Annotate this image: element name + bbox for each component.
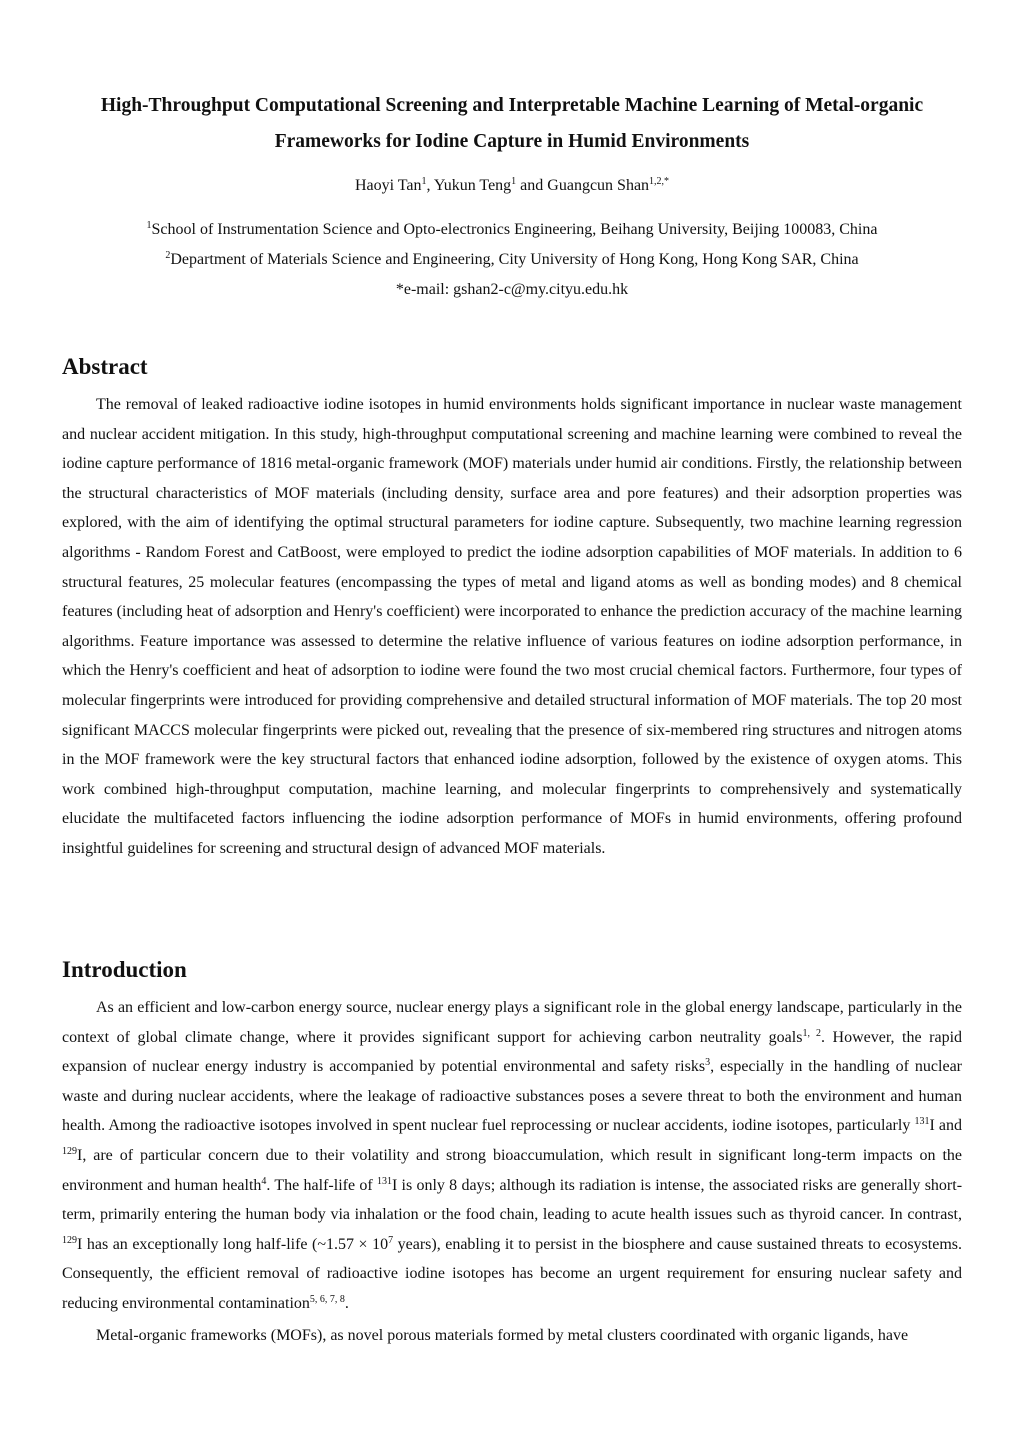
author-separator: , (426, 177, 434, 194)
paragraph-text: . The half-life of (266, 1176, 377, 1194)
isotope-mass-number: 131 (376, 1175, 392, 1187)
citation-mark: 4 (261, 1175, 267, 1187)
affiliation-mark: 2 (165, 250, 171, 261)
paper-title (62, 88, 962, 160)
isotope-mass-number: 131 (914, 1116, 930, 1128)
author-name: Yukun Teng (433, 177, 512, 194)
affiliation-1 (62, 218, 962, 242)
author-name: Haoyi Tan (354, 177, 422, 194)
paragraph-text: . (344, 1294, 349, 1312)
author-list (62, 174, 962, 198)
author-affiliation-mark: 1,2,* (649, 176, 670, 187)
exponent: 7 (388, 1234, 394, 1246)
author-affiliation-mark: 1 (511, 176, 517, 187)
introduction-paragraph-2: Metal-organic frameworks (MOFs), as novel porous materials formed by metal clusters coordinated with organic ligands, have (96, 1327, 909, 1344)
paragraph-text: I, are of particular concern due to their volatility and strong bioaccumulation, which result in significant long-term impacts on the environment and human health (62, 1146, 962, 1194)
abstract-paragraph: The removal of leaked radioactive iodine isotopes in humid environments holds significant importance in nuclear waste management and nuclear accident mitigation. In this study, high-throughput computational screening and machine learning were combined to reveal the iodine capture performance of 1816 metal-organic framework (MOF) materials under humid air conditions. Firstly, the relationship between the structural characteristics of MOF materials (including density, surface area and pore features) and their adsorption properties was explored, with the aim of identifying the optimal structural parameters for iodine capture. Subsequently, two machine learning regression algorithms - Random Forest and CatBoost, were employed to predict the iodine adsorption capabilities of MOF materials. In addition to 6 structural features, 25 molecular features (encompassing the types of metal and ligand atoms as well as bonding modes) and 8 chemical features (including heat of adsorption and Henry's coefficient) were incorporated to enhance the prediction accuracy of the machine learning algorithms. Feature importance was assessed to determine the relative influence of various features on iodine adsorption performance, in which the Henry's coefficient and heat of adsorption to iodine were found the two most crucial chemical factors. Furthermore, four types of molecular fingerprints were introduced for providing comprehensive and detailed structural information of MOF materials. The top 20 most significant MACCS molecular fingerprints were picked out, revealing that the presence of six-membered ring structures and nitrogen atoms in the MOF framework were the key structural factors that enhanced iodine adsorption, followed by the existence of oxygen atoms. This work combined high-throughput computation, machine learning, and molecular fingerprints to comprehensively and systematically elucidate the multifaceted factors influencing the iodine adsorption performance of MOFs in humid environments, offering profound insightful guidelines for screening and structural design of advanced MOF materials. (62, 396, 962, 857)
citation-mark: 1, 2 (802, 1027, 821, 1039)
isotope-mass-number: 129 (62, 1145, 77, 1157)
paragraph-text: I has an exceptionally long half-life (~1.57 × 10 (77, 1235, 389, 1253)
corresponding-email: *e-mail: gshan2-c@my.cityu.edu.hk (395, 281, 629, 298)
paragraph-text: As an efficient and low-carbon energy source, nuclear energy plays a significant role in the global energy landscape, particularly in the context of global climate change, where it provides significant support for achieving carbon neutrality goals (62, 999, 962, 1046)
introduction-paragraph-1 (62, 993, 962, 1319)
affiliation-text: School of Instrumentation Science and Opto-electronics Engineering, Beihang University, Beijing 100083, China (151, 221, 878, 238)
citation-mark: 5, 6, 7, 8 (309, 1293, 345, 1305)
paragraph-text: I is only 8 days; although its radiation is intense, the associated risks are generally short-term, primarily entering the human body via inhalation or the food chain, leading to acute health issues such as thyroid cancer. In contrast, (62, 1176, 963, 1224)
affiliation-2 (62, 248, 962, 272)
paragraph-text: I and (929, 1117, 963, 1135)
paragraph-text: , especially in the handling of nuclear waste and during nuclear accidents, where the leakage of radioactive substances poses a severe threat to both the environment and human health. Among the radioactive isotopes involved in spent nuclear fuel reprocessing or nuclear accidents, iodine isotopes, particularly (62, 1058, 963, 1135)
abstract-heading: Abstract (62, 354, 148, 379)
author-affiliation-mark: 1 (421, 176, 427, 187)
affiliation-mark: 1 (146, 220, 152, 231)
introduction-heading: Introduction (62, 957, 187, 982)
affiliation-text: Department of Materials Science and Engineering, City University of Hong Kong, Hong Kong SAR, China (170, 251, 859, 268)
citation-mark: 3 (705, 1057, 711, 1069)
paragraph-text: . However, the rapid expansion of nuclear energy industry is accompanied by potential environmental and safety risks (62, 1028, 963, 1076)
author-name: Guangcun Shan (547, 177, 650, 194)
author-separator: and (516, 177, 548, 194)
isotope-mass-number: 129 (62, 1234, 77, 1246)
title-line-2: Frameworks for Iodine Capture in Humid Environments (274, 131, 750, 152)
paragraph-text: years), enabling it to persist in the biosphere and cause sustained threats to ecosystems. Consequently, the efficient removal of radioactive iodine isotopes has become an urgent requirement for ensuring nuclear safety and reducing environmental contamination (62, 1235, 963, 1312)
title-line-1: High-Throughput Computational Screening and Interpretable Machine Learning of Metal-organic (100, 95, 924, 116)
